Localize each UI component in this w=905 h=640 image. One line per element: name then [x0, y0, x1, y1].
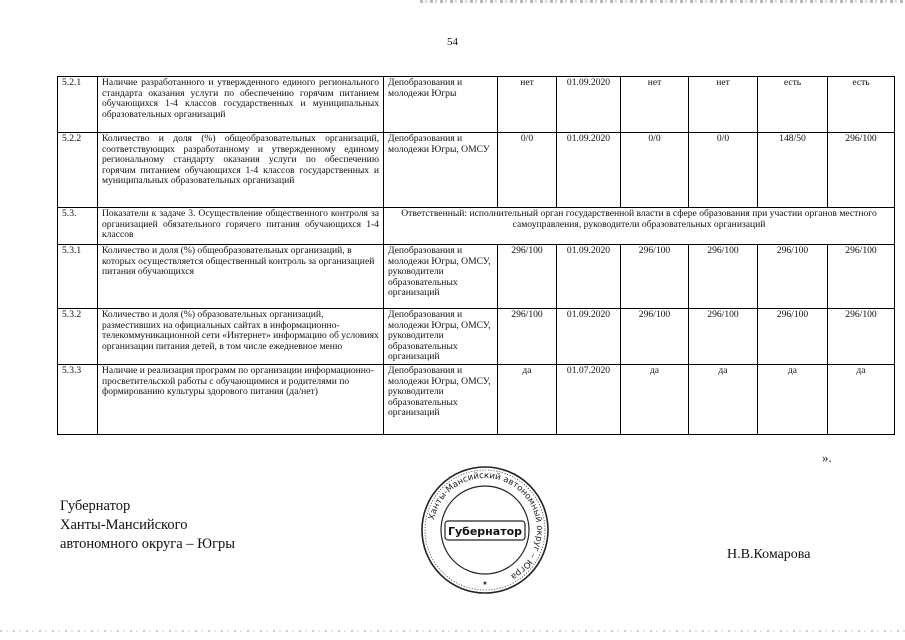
signature-title-line: автономного округа – Югры — [60, 536, 236, 552]
scan-edge-top — [420, 0, 905, 3]
value-cell: да — [498, 365, 557, 435]
indicator-description: Наличие и реализация программ по организации информационно-просветительской работы с обучающимися и родителями по формированию культуры здорового питания (да/нет) — [98, 365, 384, 435]
value-cell: 0/0 — [689, 133, 758, 208]
value-cell: 296/100 — [828, 309, 895, 365]
value-cell: 296/100 — [758, 245, 828, 309]
value-cell: 296/100 — [498, 245, 557, 309]
row-number: 5.3.3 — [58, 365, 98, 435]
row-number: 5.2.1 — [58, 77, 98, 133]
seal-ring-text: Ханты-Мансийский автономный округ – Югра — [427, 470, 545, 582]
table-row — [58, 365, 895, 435]
date-cell: 01.07.2020 — [557, 365, 621, 435]
table-row — [58, 133, 895, 208]
table-row — [58, 245, 895, 309]
date-cell: 01.09.2020 — [557, 133, 621, 208]
table-row — [58, 77, 895, 133]
value-cell: есть — [758, 77, 828, 133]
executor-cell: Депобразования и молодежи Югры, ОМСУ, руководители образовательных организаций — [384, 245, 498, 309]
value-cell: 0/0 — [621, 133, 689, 208]
value-cell: 0/0 — [498, 133, 557, 208]
seal-star-icon: ★ — [482, 580, 488, 587]
row-number: 5.2.2 — [58, 133, 98, 208]
value-cell: 296/100 — [828, 245, 895, 309]
signature-title-line: Губернатор — [60, 498, 131, 514]
indicator-description: Количество и доля (%) образовательных организаций, разместивших на официальных сайтах в информационно-телекоммуникационной сети «Интернет» информацию об условиях организации питания детей, в том числе ежедневное меню — [98, 309, 384, 365]
indicator-description: Наличие разработанного и утвержденного единого регионального стандарта оказания услуги по обеспечению горячим питанием обучающихся 1-4 классов государственных и муниципальных образовательных организаций — [98, 77, 384, 133]
date-cell: 01.09.2020 — [557, 245, 621, 309]
responsible-note: Ответственный: исполнительный орган государственной власти в сфере образования при участии органов местного самоуправления, руководители образовательных организаций — [384, 208, 895, 245]
executor-cell: Депобразования и молодежи Югры, ОМСУ, руководители образовательных организаций — [384, 365, 498, 435]
indicator-description: Количество и доля (%) общеобразовательных организаций, соответствующих разработанному и утвержденному единому региональному стандарту оказания услуги по обеспечению горячим питанием обучающихся 1-4 классов государственных и муниципальных образовательных организаций — [98, 133, 384, 208]
task-heading: Показатели к задаче 3. Осуществление общественного контроля за организацией обязательного горячего питания обучающихся 1-4 классов — [98, 208, 384, 245]
executor-cell: Депобразования и молодежи Югры, ОМСУ, руководители образовательных организаций — [384, 309, 498, 365]
table-row — [58, 309, 895, 365]
value-cell: 296/100 — [828, 133, 895, 208]
row-number: 5.3. — [58, 208, 98, 245]
closing-quote-mark: ». — [822, 450, 832, 465]
scan-edge-bottom — [0, 630, 905, 632]
seal-center-text: Губернатор — [447, 525, 523, 538]
executor-cell: Депобразования и молодежи Югры, ОМСУ — [384, 133, 498, 208]
value-cell: нет — [689, 77, 758, 133]
row-number: 5.3.2 — [58, 309, 98, 365]
table-row — [58, 208, 895, 245]
value-cell: 296/100 — [621, 245, 689, 309]
signature-title-line: Ханты-Мансийского — [60, 517, 188, 533]
value-cell: да — [828, 365, 895, 435]
value-cell: 296/100 — [689, 309, 758, 365]
value-cell: нет — [498, 77, 557, 133]
value-cell: нет — [621, 77, 689, 133]
value-cell: да — [758, 365, 828, 435]
value-cell: 296/100 — [758, 309, 828, 365]
value-cell: да — [621, 365, 689, 435]
value-cell: 148/50 — [758, 133, 828, 208]
date-cell: 01.09.2020 — [557, 77, 621, 133]
page-number: 54 — [447, 36, 458, 48]
official-seal — [419, 464, 551, 596]
signer-name: Н.В.Комарова — [727, 547, 811, 562]
value-cell: да — [689, 365, 758, 435]
value-cell: 296/100 — [689, 245, 758, 309]
indicators-table — [57, 76, 895, 435]
value-cell: 296/100 — [498, 309, 557, 365]
indicator-description: Количество и доля (%) общеобразовательных организаций, в которых осуществляется общественный контроль за организацией питания обучающихся — [98, 245, 384, 309]
date-cell: 01.09.2020 — [557, 309, 621, 365]
row-number: 5.3.1 — [58, 245, 98, 309]
signature-title — [60, 497, 235, 554]
executor-cell: Депобразования и молодежи Югры — [384, 77, 498, 133]
value-cell: 296/100 — [621, 309, 689, 365]
value-cell: есть — [828, 77, 895, 133]
